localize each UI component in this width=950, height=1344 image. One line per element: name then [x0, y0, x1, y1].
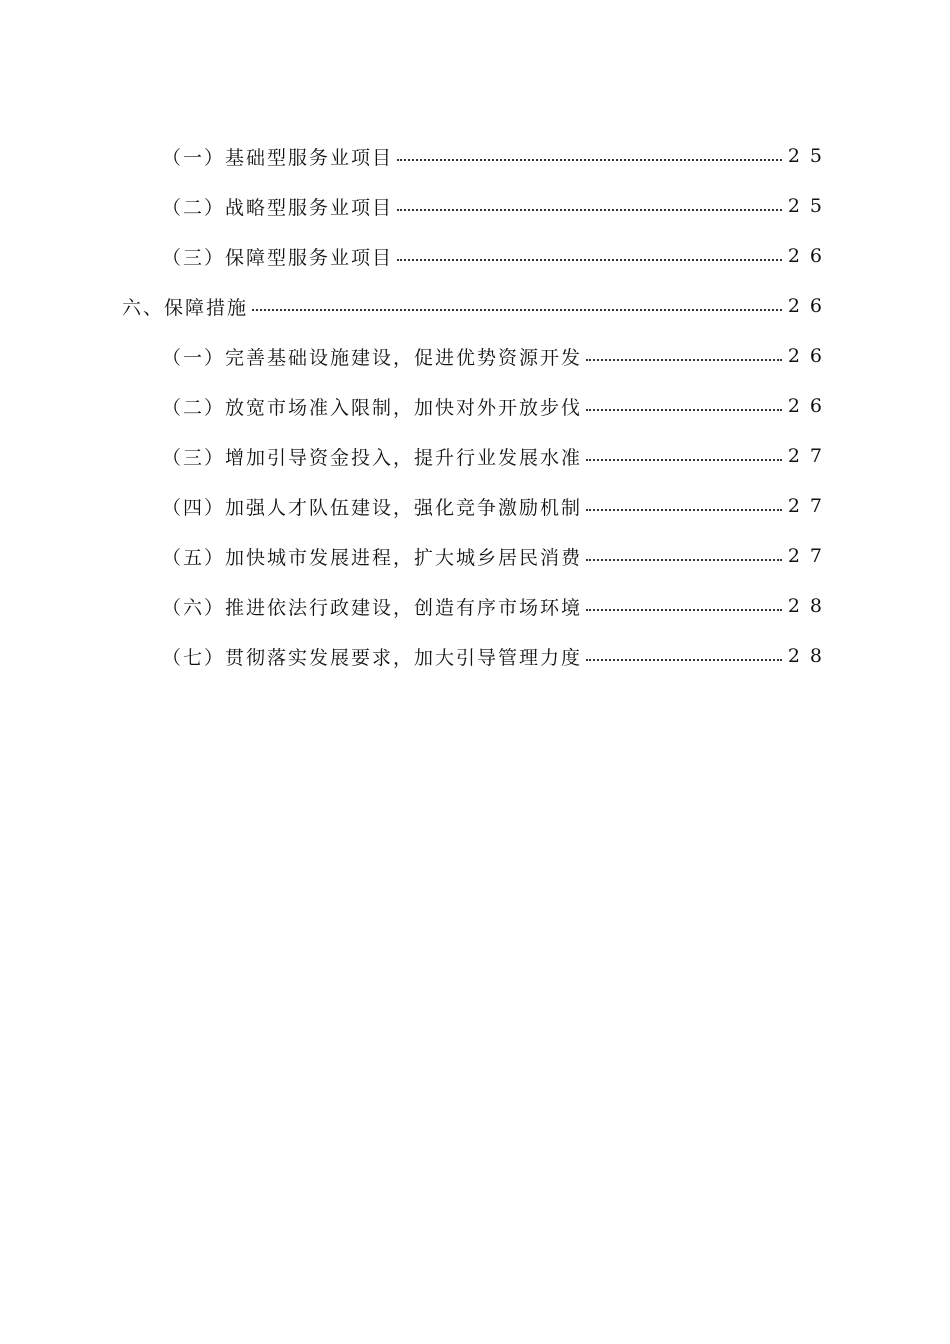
toc-entry-page: 25 — [787, 195, 832, 217]
toc-entry-title: 六、保障措施 — [122, 296, 249, 319]
toc-entry[interactable] — [162, 138, 832, 174]
dot-leader — [397, 259, 782, 261]
toc-entry-page: 28 — [787, 595, 832, 617]
toc-entry-title: （一）基础型服务业项目 — [162, 146, 394, 169]
dot-leader — [397, 209, 782, 211]
toc-entry[interactable] — [162, 488, 832, 524]
toc-entry[interactable] — [162, 438, 832, 474]
toc-entry-page: 27 — [787, 445, 832, 467]
toc-entry-page: 26 — [787, 345, 832, 367]
toc-entry[interactable] — [122, 288, 832, 324]
toc-entry-title: （三）增加引导资金投入，提升行业发展水准 — [162, 446, 583, 469]
toc-entry[interactable] — [162, 188, 832, 224]
dot-leader — [586, 559, 782, 561]
toc-entry-title: （二）战略型服务业项目 — [162, 196, 394, 219]
toc-entry-page: 26 — [787, 295, 832, 317]
toc-entry-page: 28 — [787, 645, 832, 667]
toc-entry[interactable] — [162, 338, 832, 374]
toc-entry[interactable] — [162, 388, 832, 424]
toc-entry-title: （二）放宽市场准入限制，加快对外开放步伐 — [162, 396, 583, 419]
toc-entry-page: 27 — [787, 495, 832, 517]
toc-entry[interactable] — [162, 638, 832, 674]
toc-entry-title: （三）保障型服务业项目 — [162, 246, 394, 269]
toc-entry-page: 26 — [787, 395, 832, 417]
dot-leader — [586, 409, 782, 411]
dot-leader — [586, 509, 782, 511]
toc-entry-title: （六）推进依法行政建设，创造有序市场环境 — [162, 596, 583, 619]
toc-entry-page: 26 — [787, 245, 832, 267]
dot-leader — [586, 359, 782, 361]
dot-leader — [397, 159, 782, 161]
toc-entry-title: （五）加快城市发展进程，扩大城乡居民消费 — [162, 546, 583, 569]
dot-leader — [586, 609, 782, 611]
toc-entry[interactable] — [162, 588, 832, 624]
toc-entry[interactable] — [162, 538, 832, 574]
toc-entry-title: （四）加强人才队伍建设，强化竞争激励机制 — [162, 496, 583, 519]
toc-entry-page: 25 — [787, 145, 832, 167]
dot-leader — [586, 659, 782, 661]
toc-entry[interactable] — [162, 238, 832, 274]
dot-leader — [252, 309, 782, 311]
toc-entry-page: 27 — [787, 545, 832, 567]
toc-entry-title: （一）完善基础设施建设，促进优势资源开发 — [162, 346, 583, 369]
toc-entry-title: （七）贯彻落实发展要求，加大引导管理力度 — [162, 646, 583, 669]
dot-leader — [586, 459, 782, 461]
